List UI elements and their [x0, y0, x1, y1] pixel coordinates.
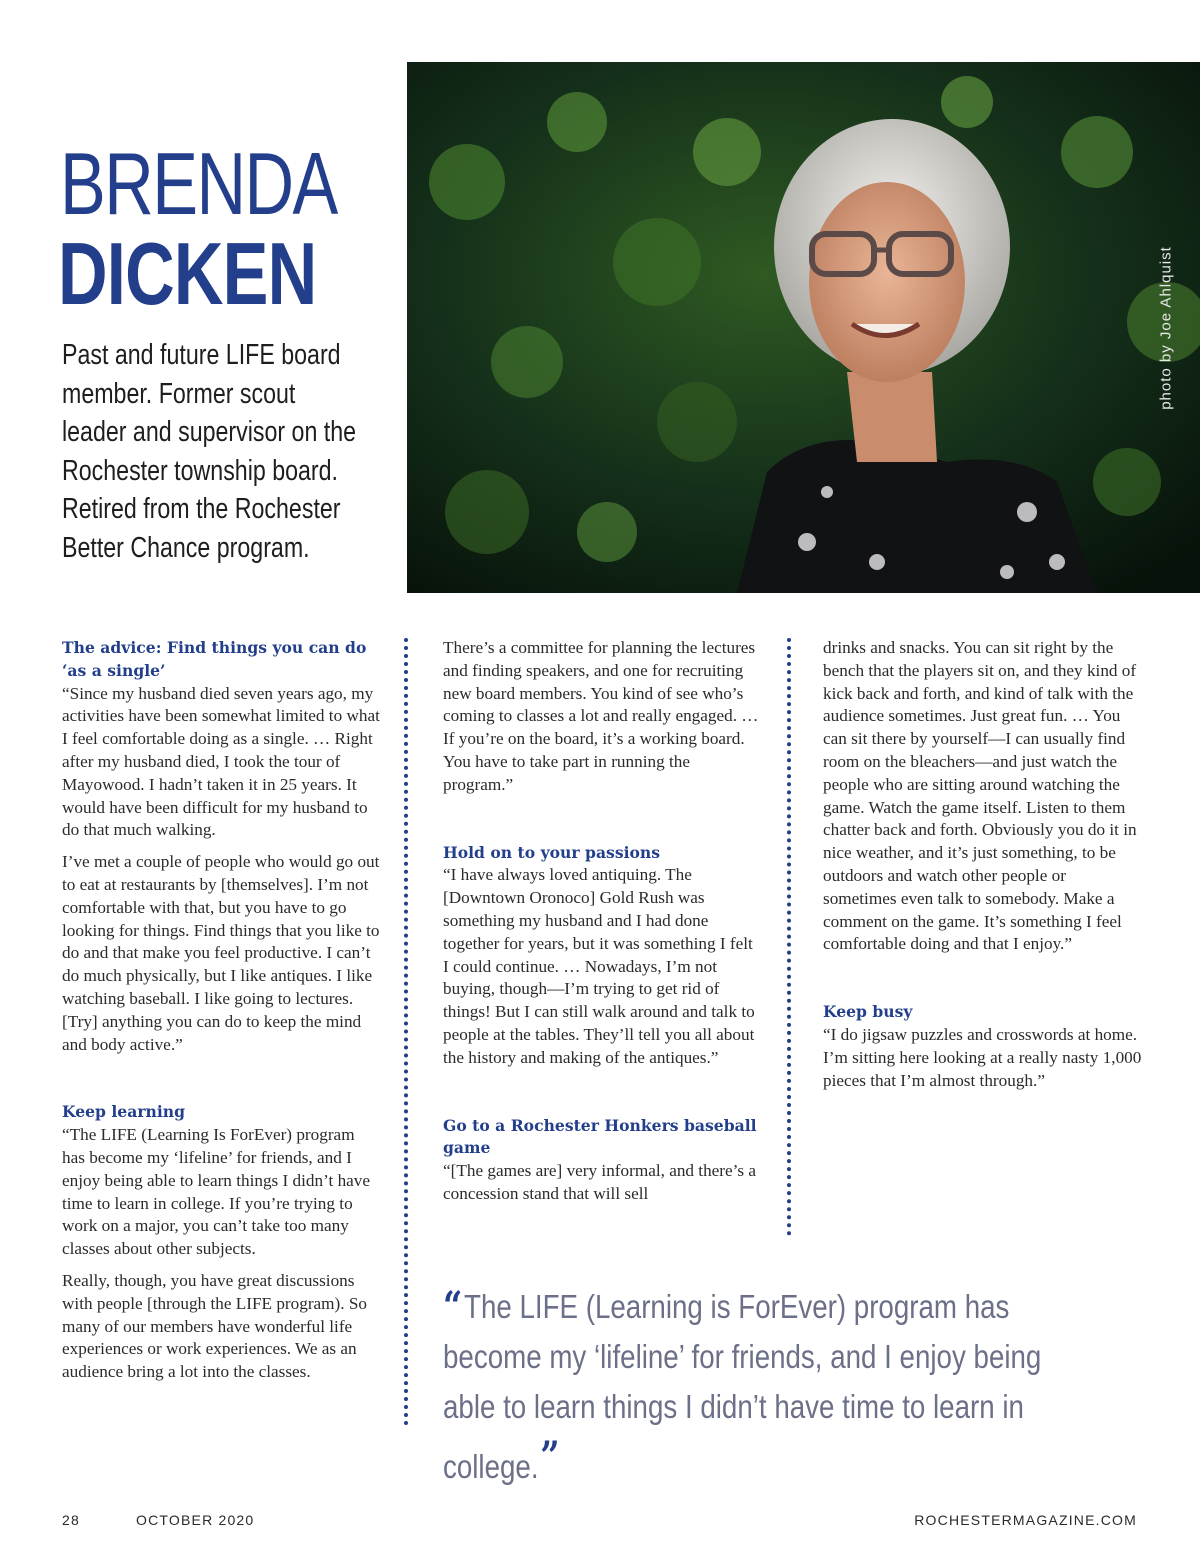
paragraph: drinks and snacks. You can sit right by the bench that the players sit on, and they kind of kick back and forth, and kind of talk with the audience sometimes. Just great fun. … You can sit there by yourself—I can usually find room on the bleachers—and just watch the people who are sitting around watching the game. Watch the game itself. Listen to them chatter back and forth. Obviously you do it in nice weather, and it’s just something, to be outdoors and watch other people or sometimes even talk to somebody. Make a comment on the game. It’s something I feel comfortable doing and that I enjoy.”: [823, 638, 1137, 954]
website-link[interactable]: ROCHESTERMAGAZINE.COM: [914, 1512, 1137, 1528]
column-divider: [787, 638, 791, 1236]
section-heading-learning: Keep learning: [62, 1102, 186, 1122]
intro-blurb: Past and future LIFE board member. Former scout leader and supervisor on the Rochester township board. Retired from the Rochester Better Chance program.: [62, 339, 357, 564]
paragraph: “The LIFE (Learning Is ForEver) program has become my ‘lifeline’ for friends, and I enjoy being able to learn things I didn’t have time to learn in college. If you’re trying to work on a major, you can’t take too many classes about other subjects.: [62, 1125, 371, 1259]
last-name: DICKEN: [58, 224, 317, 323]
paragraph: “I have always loved antiquing. The [Downtown Oronoco] Gold Rush was something my husband and I had done together for years, but it was something I felt I could continue. … Nowadays, I’m not buying, though—I’m trying to get rid of things! But I can still walk around and talk to people at the tables. They’ll tell you all about the history and making of the antiques.”: [443, 865, 755, 1067]
column-2: [443, 637, 759, 1215]
pull-quote: [443, 1282, 1048, 1492]
page-number: 28: [62, 1512, 80, 1528]
first-name: BRENDA: [60, 134, 337, 233]
paragraph: “Since my husband died seven years ago, my activities have been somewhat limited to what I feel comfortable doing as a single. … Right after my husband died, I took the tour of Mayowood. I hadn’t taken it in 25 years. It would have been difficult for my husband to do that much walking.: [62, 683, 380, 840]
paragraph: I’ve met a couple of people who would go out to eat at restaurants by [themselves]. I’m not comfortable with that, but you have to go looking for things. Find things that you like to do and that make you feel productive. I can’t do much physically, but I like antiques. I like watching baseball. I like going to lectures. [Try] anything you can do to keep the mind and body active.”: [62, 852, 380, 1054]
pull-quote-text: The LIFE (Learning is ForEver) program has become my ‘lifeline’ for friends, and I enjoy being able to learn things I didn’t have time to learn in college.: [443, 1288, 1042, 1485]
issue-date: OCTOBER 2020: [136, 1512, 255, 1528]
open-quote-mark: “: [443, 1283, 463, 1330]
section-heading-passions: Hold on to your passions: [443, 842, 661, 862]
column-divider: [404, 638, 408, 1426]
section-heading-baseball: Go to a Rochester Honkers baseball game: [443, 1115, 757, 1158]
section-heading-advice: The advice: Find things you can do ‘as a single’: [62, 638, 367, 680]
portrait-photo: [407, 62, 1200, 593]
column-3: [823, 637, 1143, 1101]
section-heading-busy: Keep busy: [823, 1002, 913, 1022]
paragraph: “[The games are] very informal, and there’s a concession stand that will sell: [443, 1161, 757, 1203]
paragraph: “I do jigsaw puzzles and crosswords at home. I’m sitting here looking at a really nasty 1,000 pieces that I’m almost through.”: [823, 1024, 1142, 1090]
close-quote-mark: ”: [540, 1433, 560, 1480]
paragraph: There’s a committee for planning the lectures and finding speakers, and one for recruiting new board members. You kind of see who’s coming to classes a lot and really engaged. … If you’re on the board, it’s a working board. You have to take part in running the program.”: [443, 638, 759, 794]
photo-credit: photo by Joe Ahlquist: [1157, 245, 1175, 410]
column-1: [62, 637, 380, 1393]
paragraph: Really, though, you have great discussions with people [through the LIFE program). So many of our members have wonderful life experiences or work experiences. We as an audience bring a lot into the classes.: [62, 1270, 368, 1382]
